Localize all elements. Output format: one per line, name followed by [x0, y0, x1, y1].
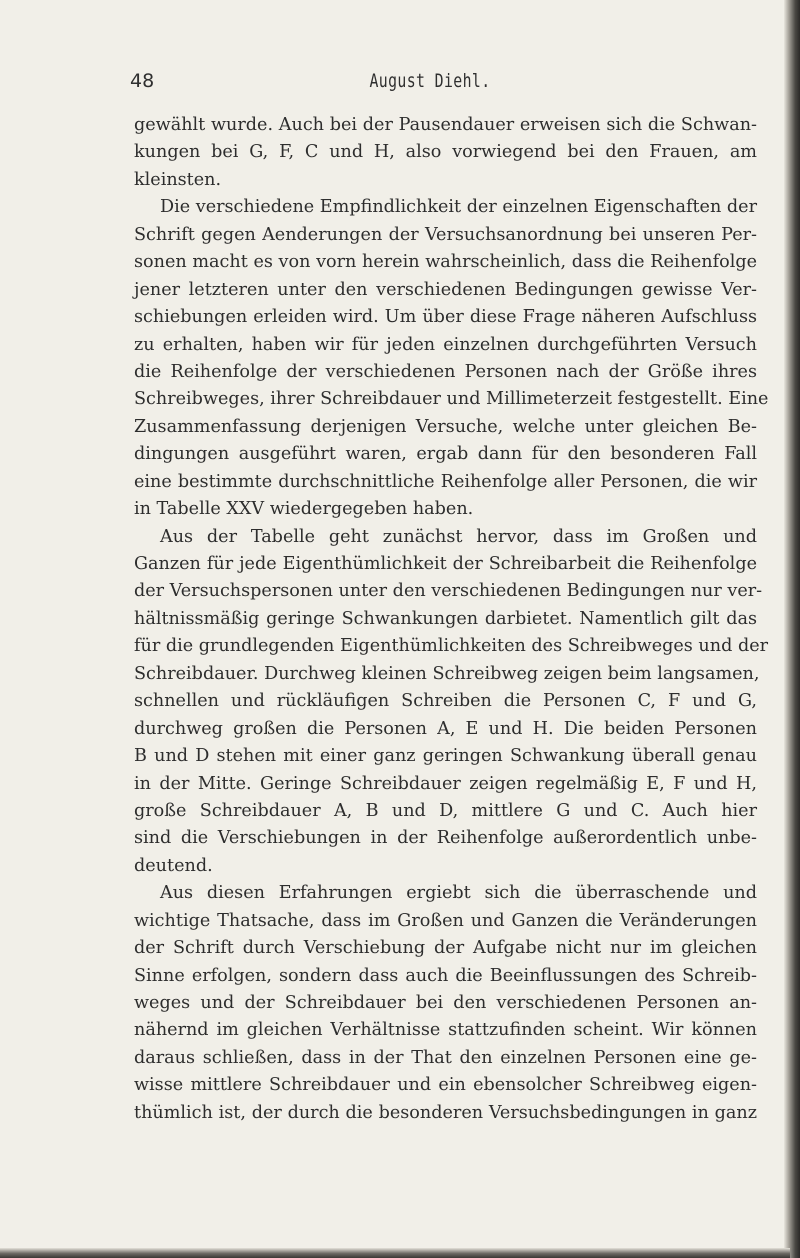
text-line: wichtige Thatsache, dass im Großen und Ganzen die Veränderungen	[134, 910, 757, 931]
text-line: eine bestimmte durchschnittliche Reihenfolge aller Personen, die wir	[134, 471, 757, 492]
text-line: für die grundlegenden Eigenthümlichkeiten des Schreibweges und der	[134, 636, 769, 657]
paragraph	[134, 112, 757, 194]
text-line: schnellen und rückläufigen Schreiben die Personen C, F und G,	[134, 691, 757, 712]
text-line: nähernd im gleichen Verhältnisse stattzufinden scheint. Wir können	[134, 1020, 757, 1041]
text-line: Schreibdauer. Durchweg kleinen Schreibweg zeigen beim langsamen,	[134, 663, 760, 684]
text-line: Aus der Tabelle geht zunächst hervor, dass im Großen und	[160, 526, 757, 547]
page-number: 48	[130, 70, 155, 92]
text-line: dingungen ausgeführt waren, ergab dann für den besonderen Fall	[134, 444, 757, 465]
text-line: durchweg großen die Personen A, E und H. Die beiden Personen	[134, 718, 757, 739]
text-line: in der Mitte. Geringe Schreibdauer zeigen regelmäßig E, F und H,	[134, 773, 757, 794]
text-line: sind die Verschiebungen in der Reihenfolge außerordentlich unbe-	[134, 828, 757, 849]
text-line: gewählt wurde. Auch bei der Pausendauer erweisen sich die Schwan-	[134, 115, 757, 135]
text-line: Ganzen für jede Eigenthümlichkeit der Schreibarbeit die Reihenfolge	[134, 554, 757, 574]
text-line: jener letzteren unter den verschiedenen Bedingungen gewisse Ver-	[134, 279, 757, 300]
text-line: Schrift gegen Aenderungen der Versuchsanordnung bei unseren Per-	[134, 224, 757, 245]
text-line: schiebungen erleiden wird. Um über diese Frage näheren Aufschluss	[134, 307, 757, 328]
text-line: Aus diesen Erfahrungen ergiebt sich die überraschende und	[160, 883, 757, 904]
page-bottom-edge	[0, 1248, 790, 1258]
text-line: der Schrift durch Verschiebung der Aufgabe nicht nur im gleichen	[134, 938, 757, 959]
text-line: große Schreibdauer A, B und D, mittlere G und C. Auch hier	[134, 800, 757, 821]
text-line: Sinne erfolgen, sondern dass auch die Beeinflussungen des Schreib-	[134, 965, 757, 986]
paragraph	[134, 524, 769, 881]
text-line: deutend.	[134, 855, 213, 876]
text-line: kleinsten.	[134, 169, 222, 190]
page-edge-shadow	[784, 0, 800, 1258]
text-line: in Tabelle XXV wiedergegeben haben.	[134, 499, 474, 520]
text-line: wisse mittlere Schreibdauer und ein ebensolcher Schreibweg eigen-	[134, 1075, 757, 1096]
paragraph	[134, 880, 757, 1127]
paragraph	[134, 194, 769, 523]
text-line: zu erhalten, haben wir für jeden einzelnen durchgeführten Versuch	[134, 334, 757, 355]
text-line: thümlich ist, der durch die besonderen Versuchsbedingungen in ganz	[134, 1102, 757, 1123]
text-line: daraus schließen, dass in der That den einzelnen Personen eine ge-	[134, 1047, 757, 1068]
text-line: der Versuchspersonen unter den verschiedenen Bedingungen nur ver-	[134, 581, 763, 602]
page-header	[130, 70, 730, 100]
text-line: Die verschiedene Empfindlichkeit der einzelnen Eigenschaften der	[160, 197, 757, 218]
text-line: die Reihenfolge der verschiedenen Personen nach der Größe ihres	[134, 361, 757, 382]
text-line: B und D stehen mit einer ganz geringen Schwankung überall genau	[134, 746, 757, 767]
text-line: kungen bei G, F, C und H, also vorwiegend bei den Frauen, am	[134, 142, 757, 163]
body-text	[134, 112, 769, 1127]
text-line: hältnissmäßig geringe Schwankungen darbietet. Namentlich gilt das	[134, 608, 757, 629]
running-head: August Diehl.	[369, 70, 491, 92]
text-line: weges und der Schreibdauer bei den verschiedenen Personen an-	[134, 993, 757, 1013]
text-line: Schreibweges, ihrer Schreibdauer und Millimeterzeit festgestellt. Eine	[134, 389, 769, 410]
text-line: sonen macht es von vorn herein wahrscheinlich, dass die Reihenfolge	[134, 252, 757, 273]
text-line: Zusammenfassung derjenigen Versuche, welche unter gleichen Be-	[134, 416, 757, 437]
